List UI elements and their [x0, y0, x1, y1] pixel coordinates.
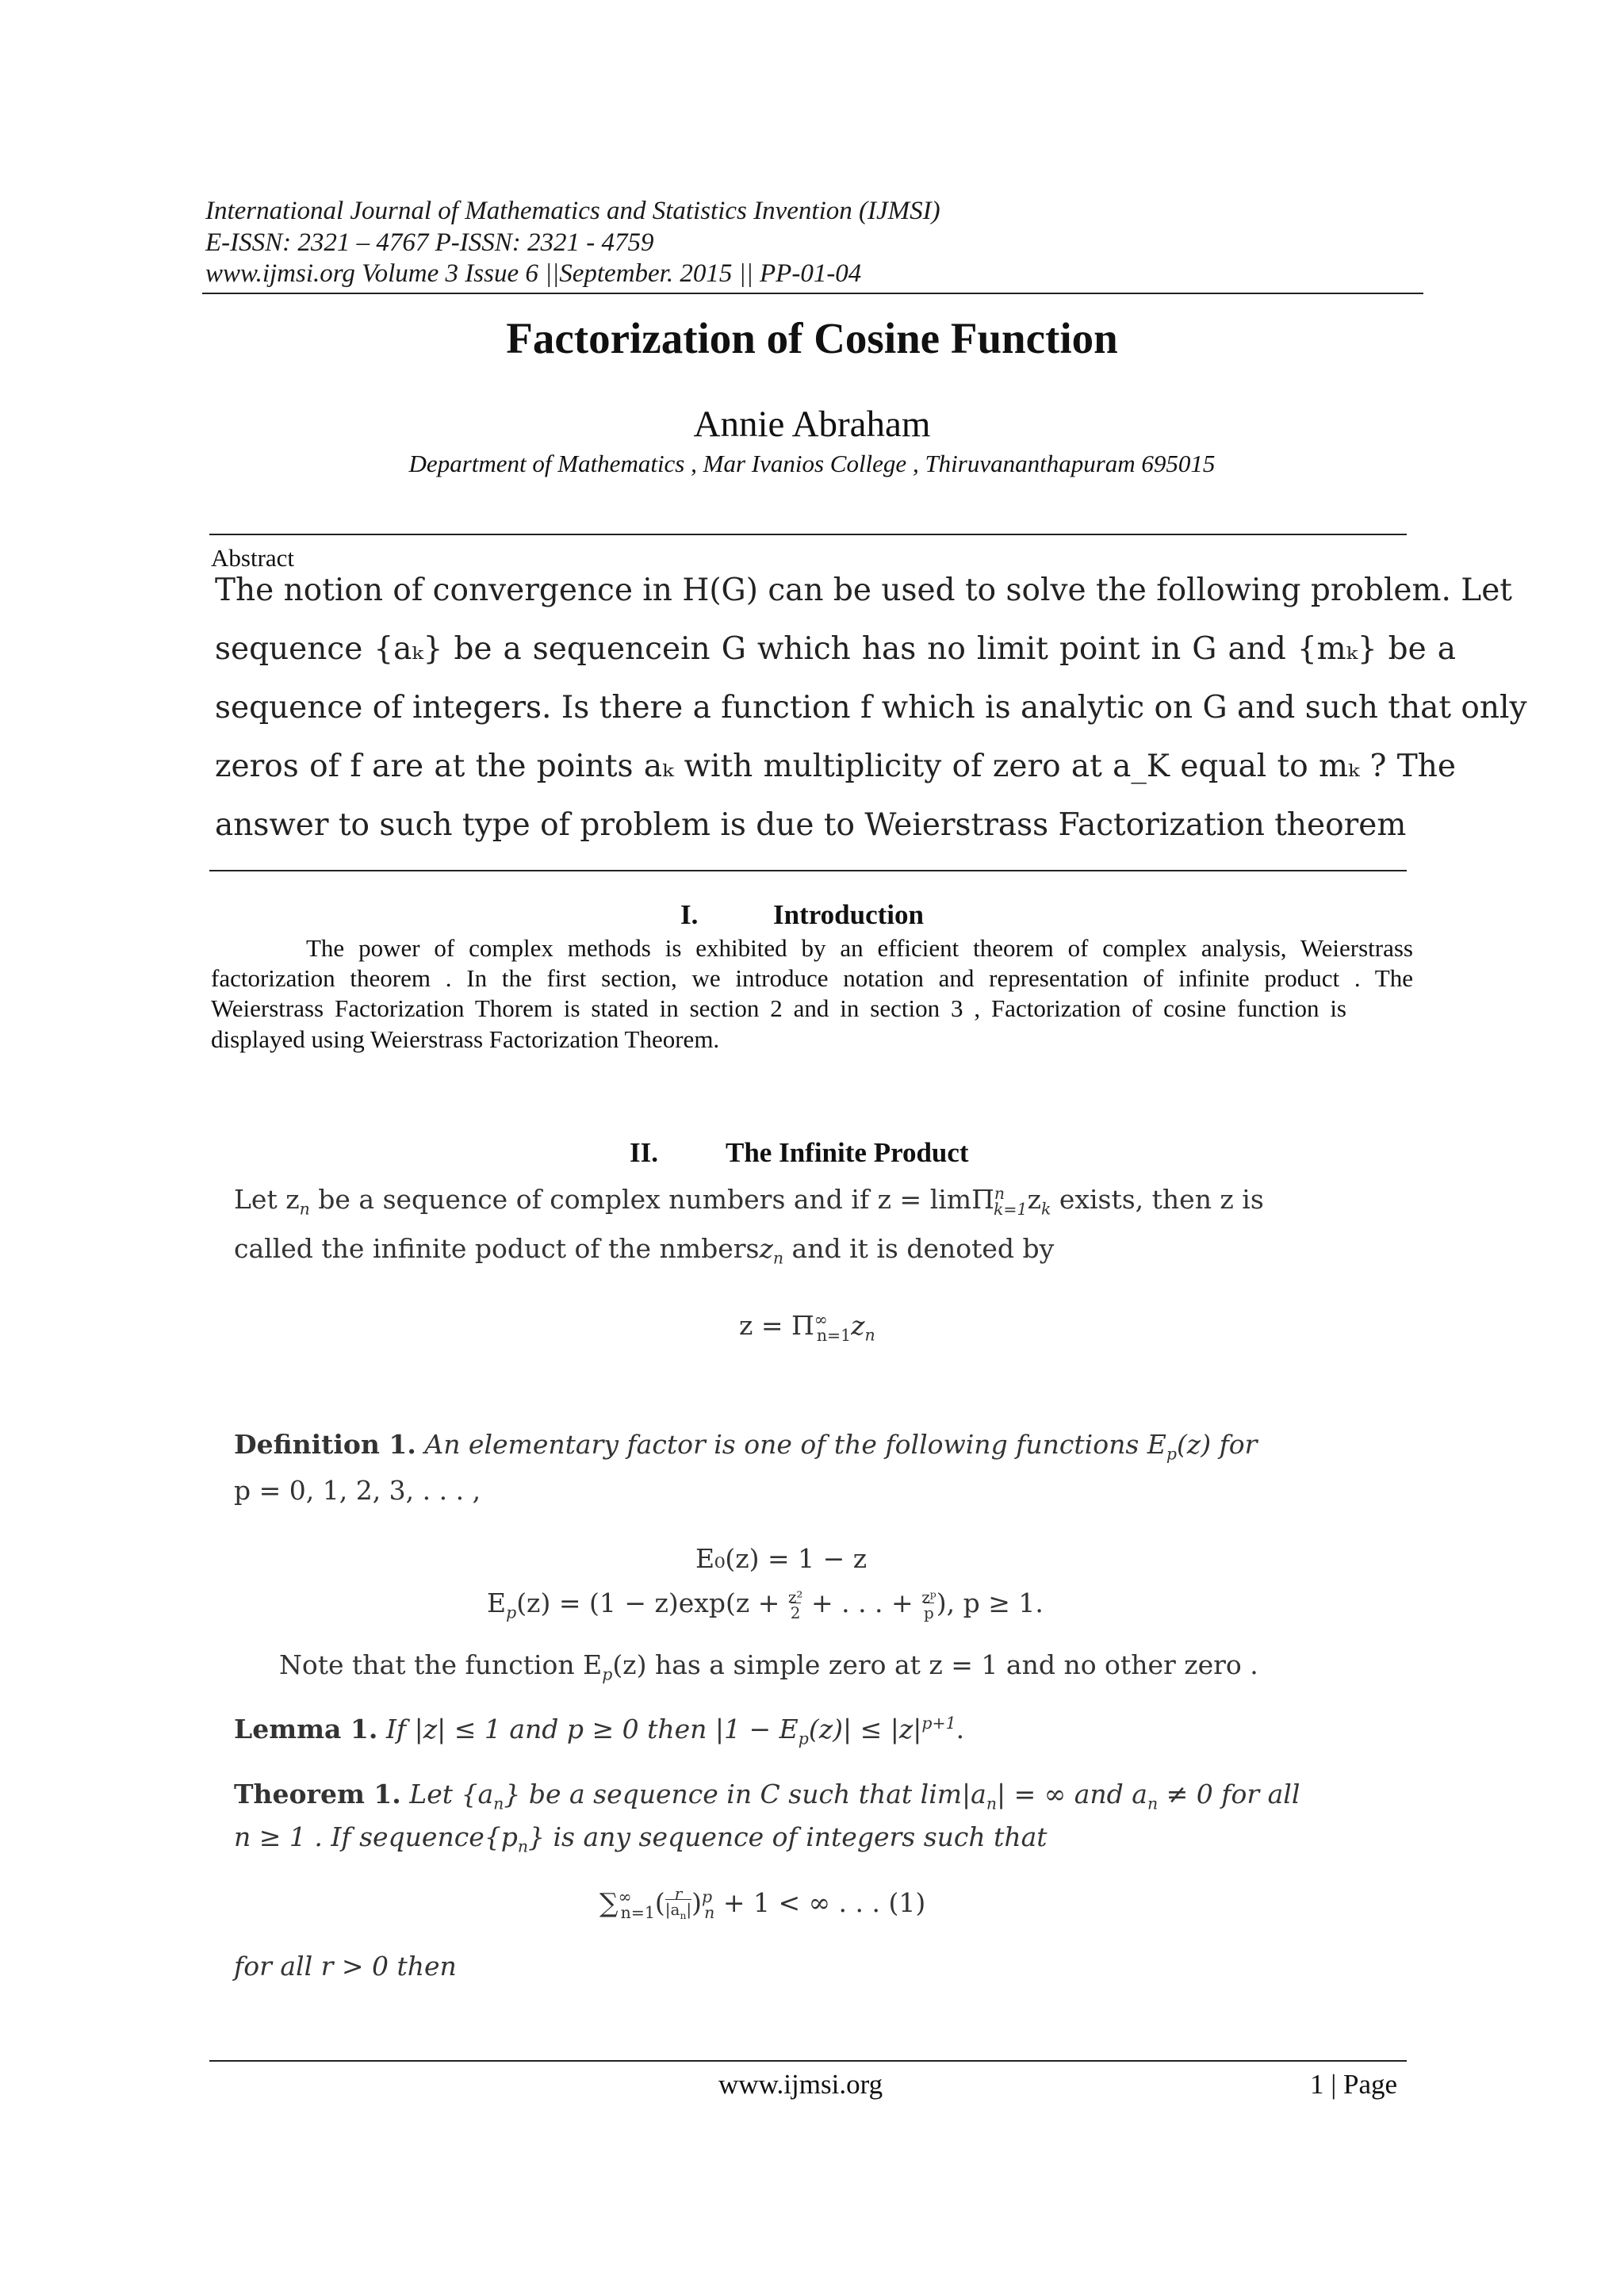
infinite-product-text: called the infinite poduct of the nmbersz$_n$ and it is denoted by [234, 1233, 1055, 1268]
header-rule [202, 293, 1423, 294]
author-name: Annie Abraham [693, 404, 931, 445]
equation-sum: $\sum^\infty_{n=1}(\frac{r}{|a_n|})^p_n + 1$ < ∞ . . . (1) [599, 1884, 926, 1922]
affiliation: Department of Mathematics , Mar Ivanios College , Thiruvananthapuram 695015 [408, 450, 1216, 477]
abstract-top-rule [209, 534, 1407, 535]
abstract-line: sequence of integers. Is there a function f which is analytic on G and such that only [215, 690, 1527, 726]
intro-line: factorization theorem . In the first section, we introduce notation and representation of infinite product . The [211, 964, 1413, 992]
footer-site[interactable]: www.ijmsi.org [718, 2069, 883, 2100]
intro-line: Weierstrass Factorization Thorem is stated in section 2 and in section 3 , Factorization of cosine function is [211, 994, 1346, 1022]
equation-e0: E₀(z) = 1 − z [695, 1543, 868, 1574]
section-heading: The Infinite Product [726, 1137, 969, 1168]
theorem: Theorem 1. Let $\{a_n\}$ be a sequence in C such that $\lim|a_n|$ = ∞ and $a_n \ne 0$ for all [234, 1779, 1300, 1813]
abstract-bottom-rule [209, 870, 1407, 871]
page-number: 1 | Page [1310, 2069, 1398, 2100]
lemma: Lemma 1. If |z| ≤ 1 and p ≥ 0 then $|1 - E_p(z)| \le |z|^{p+1}$. [234, 1714, 965, 1748]
equation-ep: $E_p(z) = (1 - z)\exp(z + \frac{\text{z²}}{2}$ + . . . + $\frac{\text{zᵖ}}{p}$), p ≥ 1. [487, 1587, 1044, 1622]
abstract-line: zeros of f are at the points aₖ with multiplicity of zero at a_K equal to mₖ ? The [215, 749, 1456, 784]
issn-line: E-ISSN: 2321 – 4767 P-ISSN: 2321 - 4759 [205, 228, 654, 257]
section-number: II. [630, 1137, 658, 1168]
abstract-line: answer to such type of problem is due to Weierstrass Factorization theorem [215, 807, 1407, 843]
journal-name: International Journal of Mathematics and Statistics Invention (IJMSI) [205, 197, 940, 225]
definition-line2: p = 0, 1, 2, 3, . . . , [234, 1475, 481, 1506]
equation-product: $z = \Pi^\infty_{n=1}z_n$ [739, 1310, 875, 1345]
definition: Definition 1. An elementary factor is one of the following functions $E_p(z)$ for [234, 1429, 1258, 1464]
paper-title: Factorization of Cosine Function [506, 314, 1118, 362]
intro-line: displayed using Weierstrass Factorization Theorem. [211, 1025, 720, 1053]
section-heading: Introduction [773, 899, 924, 930]
theorem-line2: n ≥ 1 . If $sequence\{p_n\}$ is any sequence of integers such that [234, 1821, 1048, 1856]
volume-line: www.ijmsi.org Volume 3 Issue 6 ||September. 2015 || PP-01-04 [205, 259, 862, 288]
abstract-label: Abstract [211, 544, 295, 572]
final-line: for all r > 0 then [234, 1951, 457, 1982]
infinite-product-text: Let $z_n$ be a sequence of complex numbers and if $z = \lim\Pi^n_{k=1}z_k$ exists, then z is [234, 1184, 1264, 1219]
section-number: I. [680, 899, 699, 930]
abstract-line: sequence {aₖ} be a sequencein G which has no limit point in G and {mₖ} be a [215, 631, 1456, 667]
intro-line: The power of complex methods is exhibited by an efficient theorem of complex analysis, Weierstrass [306, 934, 1413, 962]
note-text: Note that the function $E_p(z)$ has a simple zero at z = 1 and no other zero . [279, 1649, 1258, 1684]
abstract-line: The notion of convergence in H(G) can be used to solve the following problem. Let [215, 573, 1512, 608]
footer-rule [209, 2060, 1407, 2062]
